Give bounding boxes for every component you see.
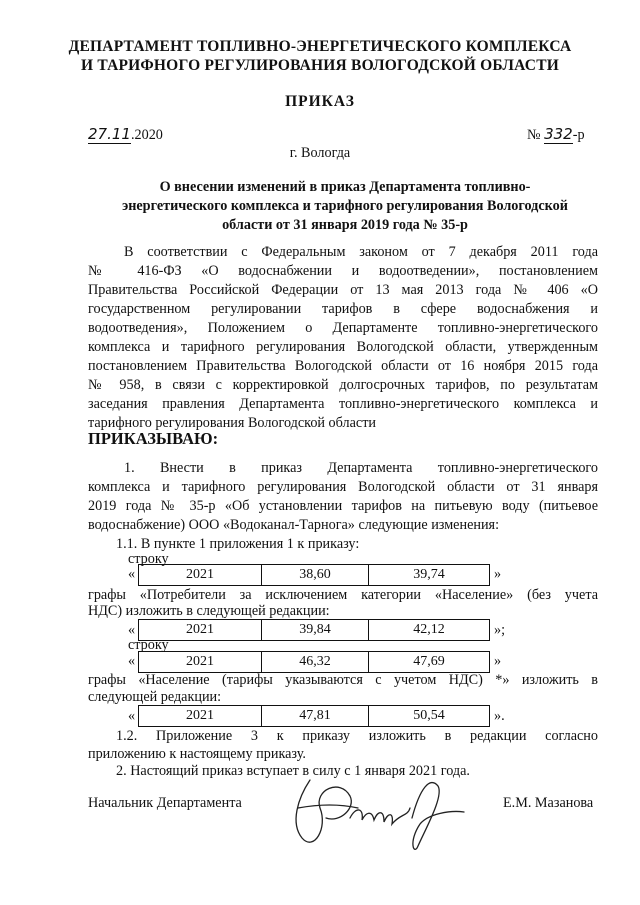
tariff-table-row-3 (138, 651, 490, 673)
document-title (0, 178, 640, 235)
preamble-line: № 416-ФЗ «О водоснабжении и водоотведении», постановлением (88, 263, 598, 279)
preamble-line: В соответствии с Федеральным законом от 7 декабря 2011 года (124, 244, 598, 260)
tariff-table-row-1 (138, 564, 490, 586)
graph1-line: графы «Потребители за исключением категории «Население» (без учета (88, 587, 598, 603)
preamble-line: водоотведения», Положением о Департаменте топливно-энергетического (88, 320, 598, 336)
order-word: ПРИКАЗЫВАЮ: (88, 429, 219, 448)
preamble-line: комплекса и тарифного регулирования Вологодской области, утвержденным (88, 339, 598, 355)
document-type: ПРИКАЗ (285, 93, 355, 110)
org-name-line1: ДЕПАРТАМЕНТ ТОПЛИВНО-ЭНЕРГЕТИЧЕСКОГО КОМПЛЕКСА (68, 38, 572, 55)
table-cell-value: 42,12 (413, 622, 445, 637)
item1-line: 2019 года № 35-р «Об установлении тарифов на питьевую воду (питьевое (88, 498, 598, 514)
table-cell-value: 47,69 (413, 654, 445, 669)
preamble-line: государственном регулировании тарифов в сфере водоснабжения и (88, 301, 598, 317)
table-cell-value: 38,60 (262, 565, 369, 585)
item1-2-line: приложению к настоящему приказу. (88, 746, 306, 762)
table-cell-value: 39,84 (262, 620, 369, 640)
item1-line: 1. Внести в приказ Департамента топливно-энергетического (124, 460, 598, 476)
close-quote: » (494, 653, 502, 669)
open-quote: « (128, 622, 136, 638)
org-name-line2: И ТАРИФНОГО РЕГУЛИРОВАНИЯ ВОЛОГОДСКОЙ ОБЛАСТИ (81, 57, 559, 74)
number-suffix: -р (572, 127, 585, 143)
close-quote: » (494, 566, 502, 582)
title-line: О внесении изменений в приказ Департамента топливно- (159, 179, 531, 195)
open-quote: « (128, 653, 136, 669)
document-date (88, 125, 163, 144)
preamble-line: постановлением Правительства Вологодской области от 16 ноября 2015 года (88, 358, 598, 374)
open-quote: « (128, 708, 136, 724)
document-number (527, 125, 585, 144)
stroku-label: строку (128, 637, 169, 653)
preamble-line: заседания правления Департамента топливно-энергетического комплекса и (88, 396, 598, 412)
close-quote: »; (494, 622, 506, 638)
graph2-line: графы «Население (тарифы указываются с учетом НДС) *» изложить в (88, 672, 598, 688)
title-line: энергетического комплекса и тарифного регулирования Вологодской (122, 198, 568, 214)
city: г. Вологда (289, 145, 351, 161)
preamble-line: тарифного регулирования Вологодской области (88, 415, 376, 431)
table-cell-year: 2021 (139, 652, 262, 672)
graph1-line: НДС) изложить в следующей редакции: (88, 603, 330, 619)
table-cell-year: 2021 (139, 706, 262, 726)
preamble-line: Правительства Российской Федерации от 13 мая 2013 года № 406 «О (88, 282, 598, 298)
table-cell-year: 2021 (139, 565, 262, 585)
graph2-line: следующей редакции: (88, 689, 222, 705)
tariff-table-row-2 (138, 619, 490, 641)
open-quote: « (128, 566, 136, 582)
item1-1: 1.1. В пункте 1 приложения 1 к приказу: (116, 536, 360, 552)
table-cell-value: 50,54 (413, 708, 445, 723)
stroku-label: строку (128, 551, 169, 567)
item1-line: комплекса и тарифного регулирования Вологодской области от 31 января (88, 479, 598, 495)
table-cell-year: 2021 (139, 620, 262, 640)
date-handwritten: 27.11 (88, 125, 131, 143)
preamble-line: № 958, в связи с корректировкой долгосрочных тарифов, по результатам (88, 377, 598, 393)
close-quote: ». (494, 708, 505, 724)
item2: 2. Настоящий приказ вступает в силу с 1 января 2021 года. (116, 763, 470, 779)
title-line: области от 31 января 2019 года № 35-р (222, 217, 468, 233)
signatory-position: Начальник Департамента (88, 795, 242, 811)
item1-line: водоснабжение) ООО «Водоканал-Тарнога» следующие изменения: (88, 517, 500, 533)
number-handwritten: 332 (544, 125, 573, 143)
signatory-name: Е.М. Мазанова (503, 795, 594, 811)
number-prefix: № (527, 127, 541, 143)
tariff-table-row-4 (138, 705, 490, 727)
table-cell-value: 46,32 (262, 652, 369, 672)
handwritten-signature (280, 768, 470, 858)
item1-2-line: 1.2. Приложение 3 к приказу изложить в редакции согласно (116, 728, 598, 744)
date-year: .2020 (130, 127, 163, 143)
table-cell-value: 47,81 (262, 706, 369, 726)
table-cell-value: 39,74 (413, 567, 445, 582)
